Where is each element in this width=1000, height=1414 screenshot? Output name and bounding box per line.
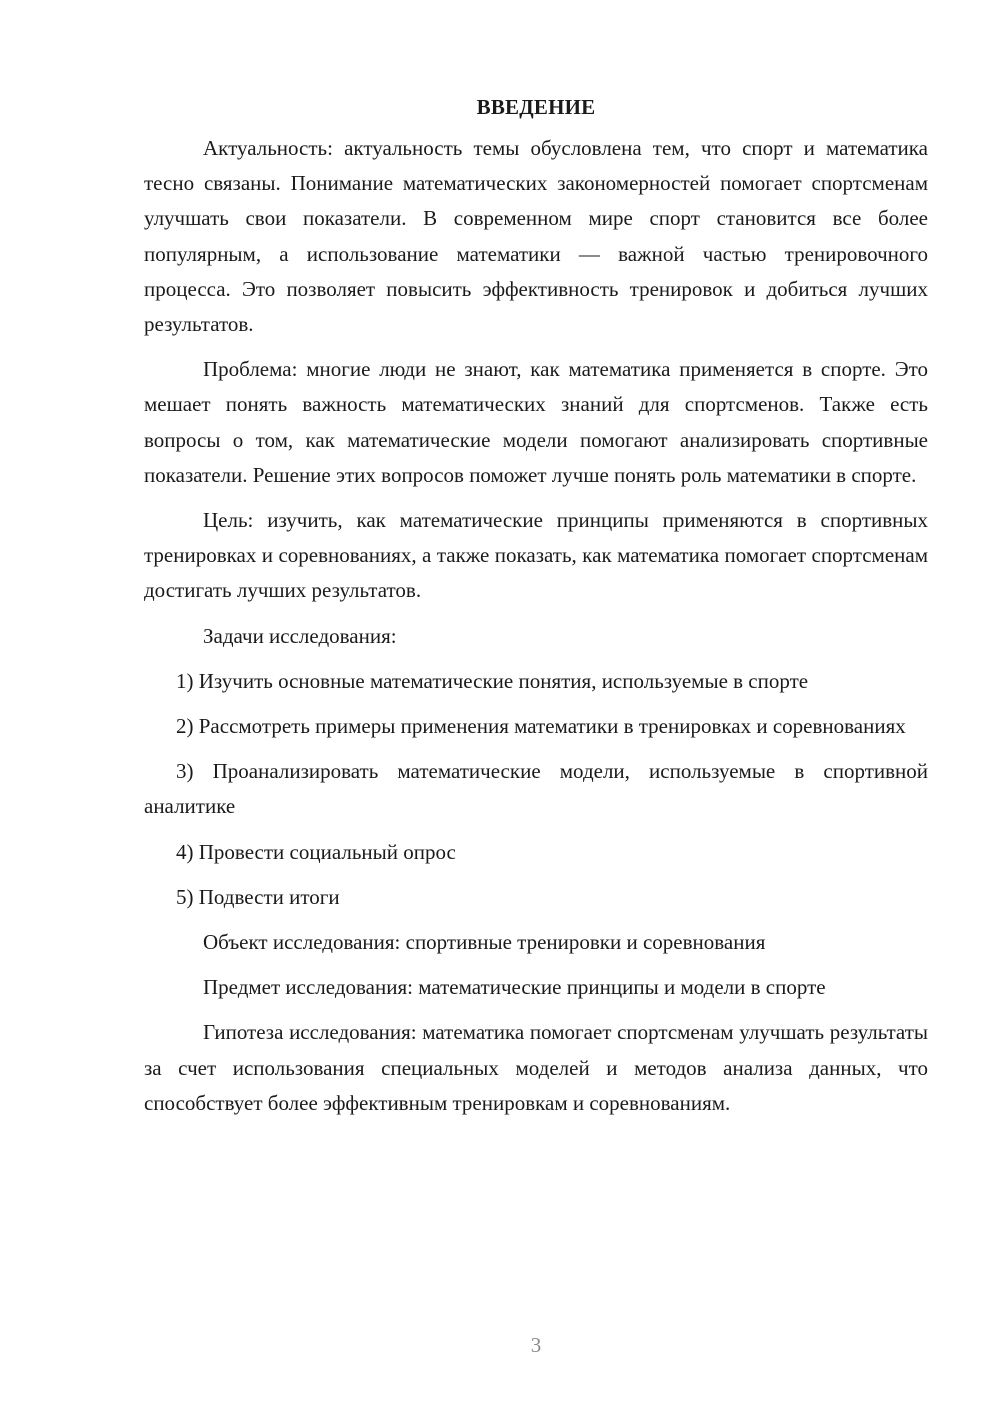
task-item-1: 1) Изучить основные математические понятия, используемые в спорте [176, 668, 809, 693]
relevance-paragraph: Актуальность: актуальность темы обусловлена тем, что спорт и математика тесно связаны. Понимание математических закономерностей помогает спортсменам улучшать свои показатели. В современном мире спорт становится все более популярным, а использование математики — важной частью тренировочного процесса. Это позволяет повысить эффективность тренировок и добиться лучших результатов. [144, 136, 928, 337]
task-item-3: 3) Проанализировать математические модели, используемые в спортивной аналитике [144, 759, 928, 819]
section-title: ВВЕДЕНИЕ [476, 95, 596, 119]
subject-paragraph: Предмет исследования: математические принципы и модели в спорте [203, 975, 826, 1000]
task-item-4: 4) Провести социальный опрос [176, 839, 456, 864]
object-paragraph: Объект исследования: спортивные тренировки и соревнования [203, 930, 766, 955]
tasks-heading: Задачи исследования: [203, 623, 397, 648]
task-item-5: 5) Подвести итоги [176, 884, 340, 909]
task-item-2: 2) Рассмотреть примеры применения математики в тренировках и соревнованиях [176, 714, 906, 739]
document-page [144, 90, 928, 1131]
hypothesis-paragraph: Гипотеза исследования: математика помогает спортсменам улучшать результаты за счет использования специальных моделей и методов анализа данных, что способствует более эффективным тренировкам и соревнованиям. [144, 1020, 928, 1115]
problem-paragraph: Проблема: многие люди не знают, как математика применяется в спорте. Это мешает понять важность математических знаний для спортсменов. Также есть вопросы о том, как математические модели помогают анализировать спортивные показатели. Решение этих вопросов поможет лучше понять роль математики в спорте. [144, 357, 928, 487]
page-number: 3 [530, 1333, 542, 1357]
goal-paragraph: Цель: изучить, как математические принципы применяются в спортивных тренировках и соревнованиях, а также показать, как математика помогает спортсменам достигать лучших результатов. [144, 508, 928, 603]
